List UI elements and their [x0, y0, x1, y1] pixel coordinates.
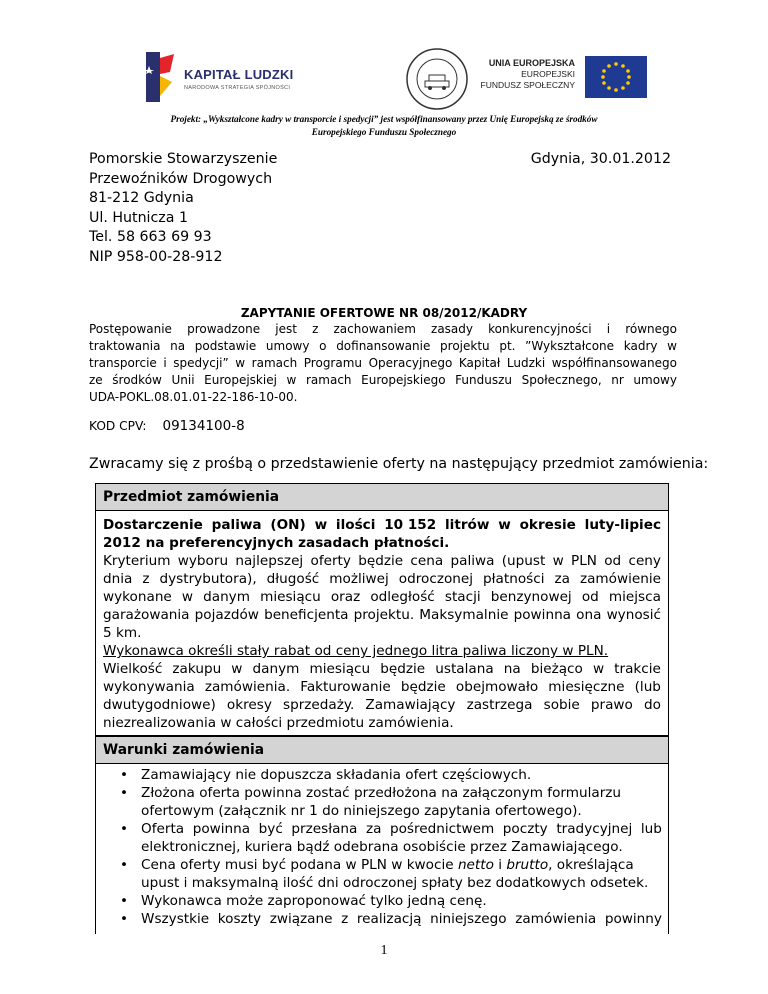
conditions-heading: Warunki zamówienia [96, 737, 668, 764]
word: • Wszystkie [141, 911, 210, 927]
subject-line [103, 660, 661, 678]
condition-text [141, 856, 668, 874]
word: projektu. [353, 607, 415, 623]
word: ceny [628, 553, 661, 569]
word: 10 152 [384, 517, 437, 533]
word: w [181, 589, 194, 605]
word: Maksymalnie [419, 607, 509, 623]
word: odroczonej [398, 571, 474, 587]
address-line: Pomorskie Stowarzyszenie [89, 151, 278, 167]
word: niniejszego [430, 911, 507, 927]
word: ilości [335, 517, 376, 533]
cpv-value: 09134100-8 [162, 418, 245, 434]
word: Wielkość [103, 661, 163, 677]
condition-text: • Wykonawca może zaproponować tylko jedną cenę. [141, 893, 487, 909]
eu-logo-line2: EUROPEJSKI [521, 69, 575, 79]
condition-item [96, 910, 668, 928]
address-line: 81-212 Gdynia [89, 190, 194, 206]
request-sentence: Zwracamy się z prośbą o przedstawienie oferty na następujący przedmiot zamówienia: [89, 456, 709, 472]
word: okresie [519, 517, 576, 533]
word: zamówienia [515, 911, 597, 927]
subject-line [103, 606, 661, 624]
word: z [142, 571, 150, 587]
word: spedycji” [173, 356, 229, 370]
word: w [552, 553, 564, 569]
word: długość [266, 571, 320, 587]
word: (lub [634, 679, 661, 695]
word: w [498, 517, 511, 533]
word: umowy [633, 373, 677, 387]
word: równego [625, 322, 677, 336]
word: wykonywania [103, 679, 195, 695]
word: za [365, 821, 382, 837]
word: oferty [310, 553, 351, 569]
word: w [286, 373, 297, 387]
word: w [314, 517, 328, 533]
subject-box [95, 483, 669, 736]
word: kadry [623, 339, 658, 353]
word: beneficjenta [264, 607, 349, 623]
condition-fragment: Cena oferty musi być podana w PLN w kwocie [141, 857, 458, 873]
word: Operacyjnego [368, 356, 453, 370]
word: będzie [400, 679, 446, 695]
word: litrów [445, 517, 490, 533]
netto-term: netto [457, 857, 494, 873]
word: garażowania [103, 607, 190, 623]
word: Programu [303, 356, 363, 370]
word: zasady [431, 322, 473, 336]
word: pojazdów [194, 607, 259, 623]
subject-line-underlined: Wykonawca określi stały rabat od ceny jednego litra paliwa liczony w PLN. [103, 643, 609, 659]
word: powinna [192, 821, 251, 837]
word: zamówienie [579, 571, 661, 587]
word: okresy [226, 697, 272, 713]
word: oraz [330, 589, 361, 605]
kapital-ludzki-star-icon [140, 52, 176, 102]
address-line: Tel. 58 663 69 93 [89, 229, 212, 245]
word: (upust [501, 553, 546, 569]
word: dystrybutora), [159, 571, 257, 587]
condition-item [96, 766, 668, 784]
subject-body [96, 511, 668, 735]
intro-line [89, 355, 677, 372]
word: miesiącu [309, 661, 371, 677]
subject-line: niezrealizowania w całości przedmiotu zamówienia. [103, 715, 454, 731]
word: w [667, 339, 677, 353]
word: PLN [571, 553, 597, 569]
word: stacji [444, 589, 481, 605]
word: płatności [483, 571, 545, 587]
word: z [312, 322, 319, 336]
condition-text [141, 910, 668, 928]
eu-logo-line3: FUNDUSZ SPOŁECZNY [480, 80, 575, 90]
page-number: 1 [380, 943, 388, 958]
eu-flag-icon [585, 56, 647, 98]
word: Kapitał [458, 356, 501, 370]
word: będzie [380, 661, 426, 677]
word: z [341, 911, 349, 927]
intro-line [89, 372, 677, 389]
word: paliwa [450, 553, 495, 569]
word: Postępowanie [89, 322, 172, 336]
word: sobie [543, 697, 580, 713]
word: jest [275, 322, 297, 336]
word: Unii [171, 373, 195, 387]
word: przesłana [291, 821, 358, 837]
word: i [163, 356, 167, 370]
project-info [100, 113, 668, 139]
word: (ON) [270, 517, 306, 533]
address-line: Przewoźników Drogowych [89, 170, 273, 187]
subject-line [103, 552, 661, 570]
word: konkurencyjności [488, 322, 592, 336]
condition-item [96, 856, 668, 892]
subject-line [103, 696, 661, 714]
word: za [554, 571, 570, 587]
word: w [592, 661, 605, 677]
address-line: NIP 958-00-28-912 [89, 248, 223, 265]
kapital-ludzki-logo [140, 52, 300, 108]
logo-subtitle: NARODOWA STRATEGIA SPÓJNOŚCI [184, 85, 291, 91]
word: Europejskiej [204, 373, 277, 387]
word: miesięczne [548, 679, 625, 695]
word: ustalana [435, 661, 494, 677]
word: o [319, 339, 327, 353]
word: poczty [502, 821, 548, 837]
cpv-code [89, 418, 245, 434]
word: do [643, 697, 661, 713]
intro-paragraph [89, 321, 677, 406]
word: w [231, 661, 243, 677]
eu-social-fund-logo [470, 52, 650, 102]
word: miejsca [608, 589, 661, 605]
word: projektu [440, 339, 490, 353]
condition-item [96, 820, 668, 856]
word: powinny [604, 911, 662, 927]
conditions-box [95, 736, 669, 934]
word: Społecznego, [521, 373, 602, 387]
word: miesiącu [260, 589, 321, 605]
word: i [606, 322, 611, 336]
address-line: Ul. Hutnicza 1 [89, 209, 188, 226]
place-date: Gdynia, 30.01.2012 [530, 151, 671, 167]
word: dwutygodniowe) [103, 697, 216, 713]
word: być [258, 821, 283, 837]
word: ona [576, 607, 602, 623]
word: lub [640, 821, 662, 837]
word: koszty [217, 911, 262, 927]
brutto-term: brutto [506, 857, 549, 873]
word: prowadzone [187, 322, 261, 336]
word: Kryterium [103, 553, 171, 569]
subject-line: 5 km. [103, 625, 142, 641]
word: paliwa [211, 517, 262, 533]
word: od [604, 553, 622, 569]
word: zamówienia. [204, 679, 291, 695]
eu-logo-line1: UNIA EUROPEJSKA [488, 58, 575, 68]
word: podstawie [194, 339, 257, 353]
condition-text: elektronicznej, kuriera bądź odebrana osobiście przez Zamawiającego. [141, 839, 623, 855]
subject-line [103, 516, 661, 534]
word: ramach [251, 356, 298, 370]
word: trakcie [614, 661, 661, 677]
word: Zamawiający [365, 697, 456, 713]
project-line-1: Projekt: „Wykształcone kadry w transporcie i spedycji” jest współfinansowany przez Unię Europejską ze środków [170, 114, 598, 124]
project-line-2: Europejskiego Funduszu Społecznego [311, 127, 457, 137]
word: od [581, 589, 599, 605]
condition-item [96, 892, 668, 910]
conditions-list [96, 764, 668, 928]
condition-item [96, 784, 668, 820]
word: współfinansowanego [551, 356, 677, 370]
document-title: ZAPYTANIE OFERTOWE NR 08/2012/KADRY [240, 306, 528, 320]
logo-title: KAPITAŁ LUDZKI [184, 67, 294, 82]
word: możliwej [329, 571, 389, 587]
word: prawo [590, 697, 633, 713]
word: ze [89, 373, 103, 387]
word: sprzedaży. [282, 697, 355, 713]
word: obejmowało [455, 679, 539, 695]
word: będzie [358, 553, 404, 569]
association-seal-icon [405, 47, 469, 111]
word: na [503, 661, 521, 677]
word: Dostarczenie [103, 517, 203, 533]
word: zastrzega [466, 697, 533, 713]
word: traktowania [89, 339, 161, 353]
word: Ludzki [506, 356, 546, 370]
word: ramach [305, 373, 352, 387]
word: Funduszu [455, 373, 513, 387]
intro-line [89, 321, 677, 338]
subject-line: 2012 na preferencyjnych zasadach płatności. [103, 535, 450, 551]
word: realizacją [356, 911, 422, 927]
word: pt. [499, 339, 516, 353]
word: odległość [370, 589, 435, 605]
word: Fakturowanie [300, 679, 391, 695]
cpv-label: KOD CPV: [89, 419, 147, 433]
word: zakupu [172, 661, 222, 677]
word: luty-lipiec [584, 517, 661, 533]
subject-heading: Przedmiot zamówienia [96, 484, 668, 511]
condition-fragment: i [493, 857, 507, 873]
sender-address [89, 150, 277, 267]
word: benzynowej [490, 589, 572, 605]
intro-line [89, 338, 677, 355]
word: wynosić [606, 607, 661, 623]
word: związane [269, 911, 333, 927]
word: danym [252, 661, 300, 677]
word: • Oferta [141, 821, 185, 837]
subject-line [103, 678, 661, 696]
word: transporcie [89, 356, 157, 370]
word: na [170, 339, 186, 353]
condition-fragment: , określająca [548, 857, 634, 873]
condition-text: upust i maksymalną ilość dni odroczonej spłaty bez dodatkowych odsetek. [141, 875, 649, 891]
word: tradycyjnej [556, 821, 633, 837]
word: dnia [103, 571, 133, 587]
word: Europejskiego [361, 373, 446, 387]
condition-text: • Złożona oferta powinna zostać przedłożona na załączonym formularzu [141, 785, 622, 801]
subject-line [103, 570, 661, 588]
subject-line [103, 588, 661, 606]
word: wyboru [177, 553, 229, 569]
word: bieżąco [530, 661, 583, 677]
word: danym [203, 589, 250, 605]
condition-text [141, 820, 668, 838]
intro-line: UDA-POKL.08.01.01-22-186-10-00. [89, 390, 298, 404]
word: zachowaniem [333, 322, 416, 336]
word: umowy [265, 339, 310, 353]
word: ”Wykształcone [525, 339, 615, 353]
word: cena [410, 553, 444, 569]
word: wykonane [103, 589, 172, 605]
word: najlepszej [235, 553, 304, 569]
word: nr [611, 373, 624, 387]
condition-text: ofertowym (załącznik nr 1 do niniejszego zapytania ofertowego). [141, 803, 582, 819]
word: powinna [513, 607, 572, 623]
eu-logo-text [481, 58, 575, 91]
word: środków [112, 373, 162, 387]
word: dofinansowanie [336, 339, 431, 353]
word: pośrednictwem [389, 821, 495, 837]
word: w [235, 356, 246, 370]
condition-text: • Zamawiający nie dopuszcza składania ofert częściowych. [141, 767, 532, 783]
